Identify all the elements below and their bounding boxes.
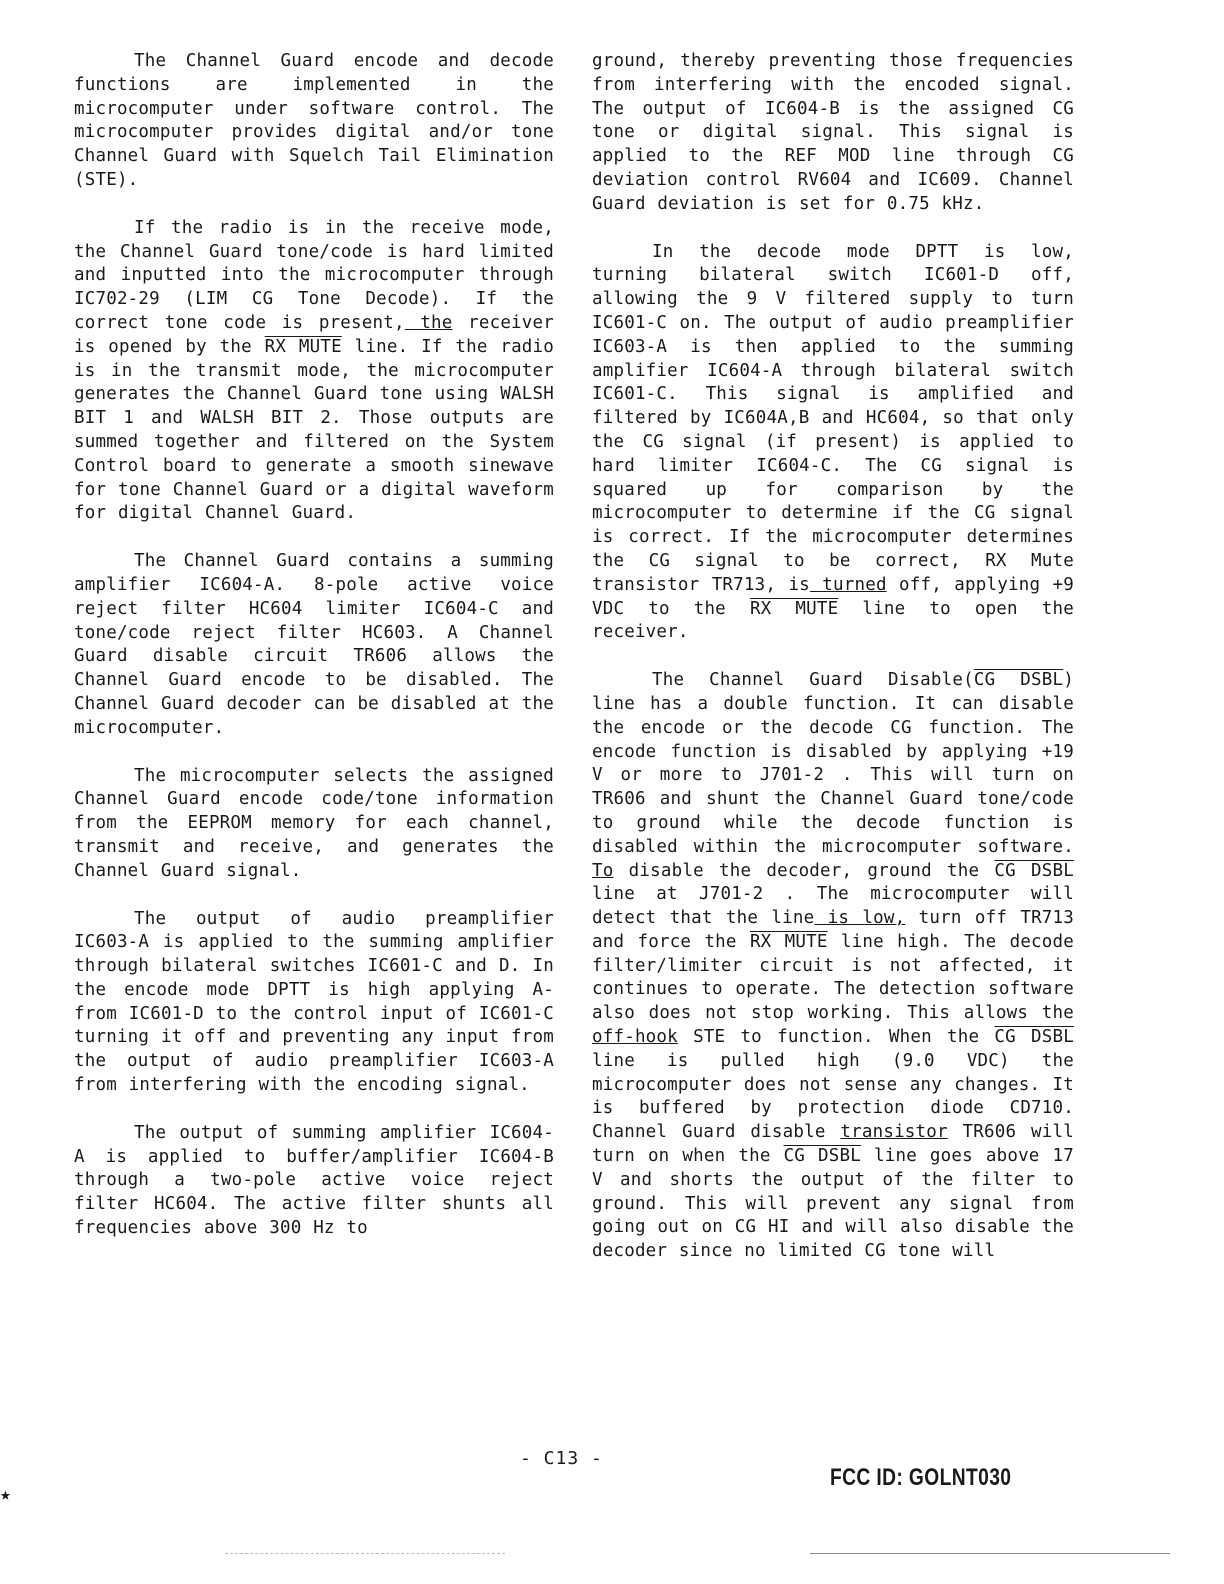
cg-disable-paragraph: The Channel Guard Disable(CG DSBL) line has a double function. It can disable the encode or the decode CG function. The encode function is disabled by applying +19 V or more to J701-2 . This will turn on TR606 and shunt the Channel Guard tone/code to ground while the decode function is disabled within the microcomputer software. To disable the decoder, ground the CG DSBL line at J701-2 . The microcomputer will detect that the line is low, turn off TR713 and force the RX MUTE line high. The decode filter/limiter circuit is not affected, it continues to operate. The detection software also does not stop working. This allows the off-hook STE to function. When the CG DSBL line is pulled high (9.0 VDC) the microcomputer does not sense any changes. It is buffered by protection diode CD710. Channel Guard disable transistor TR606 will turn on when the CG DSBL line goes above 17 V and shorts the output of the filter to ground. This will prevent any signal from going out on CG HI and will also disable the decoder since no limited CG tone will <box>592 670 1075 1262</box>
cg-dsbl-signal: CG DSBL <box>783 1146 861 1167</box>
star-mark: ★ <box>0 1484 11 1505</box>
eeprom-paragraph: The microcomputer selects the assigned Channel Guard encode code/tone information from the EEPROM memory for each channel, transmit and receive, and generates the Channel Guard signal. <box>74 765 554 881</box>
cg-dsbl-signal: CG DSBL <box>994 860 1074 881</box>
scan-artifact-line <box>225 1553 505 1554</box>
rx-mute-signal: RX MUTE <box>749 598 839 619</box>
cg-dsbl-signal: CG DSBL <box>994 1027 1074 1048</box>
right-column <box>592 50 1074 1288</box>
page-number: - C13 - <box>520 1448 603 1469</box>
rx-mute-signal: RX MUTE <box>749 931 828 952</box>
summing-amp-paragraph: The output of summing amplifier IC604-A is applied to buffer/amplifier IC604-B through a two-pole active voice reject filter HC604. The active filter shunts all frequencies above 300 Hz to <box>74 1122 554 1239</box>
left-column <box>74 50 554 1265</box>
intro-paragraph: The Channel Guard encode and decode functions are implemented in the microcomputer under software control. The microcomputer provides digital and/or tone Channel Guard with Squelch Tail Elimination (STE). <box>74 51 554 190</box>
receive-transmit-paragraph: If the radio is in the receive mode, the Channel Guard tone/code is hard limited and inputted into the microcomputer through IC702-29 (LIM CG Tone Decode). If the correct tone code is present, the receiver is opened by the RX MUTE line. If the radio is in the transmit mode, the microcomputer generates the Channel Guard tone using WALSH BIT 1 and WALSH BIT 2. Those outputs are summed together and filtered on the System Control board to generate a smooth sinewave for tone Channel Guard or a digital waveform for digital Channel Guard. <box>74 217 555 524</box>
channel-guard-contents-paragraph: The Channel Guard contains a summing amplifier IC604-A. 8-pole active voice reject filter HC604 limiter IC604-C and tone/code reject filter HC603. A Channel Guard disable circuit TR606 allows the Channel Guard encode to be disabled. The Channel Guard decoder can be disabled at the microcomputer. <box>74 551 554 738</box>
audio-preamp-paragraph: The output of audio preamplifier IC603-A is applied to the summing amplifier through bilateral switches IC601-C and D. In the encode mode DPTT is high applying A- from IC601-D to the control input of IC601-C turning it off and preventing any input from the output of audio preamplifier IC603-A from interfering with the encoding signal. <box>74 908 554 1096</box>
cg-dsbl-signal: CG DSBL <box>973 670 1064 691</box>
continuation-paragraph: ground, thereby preventing those frequencies from interfering with the encoded signal. The output of IC604-B is the assigned CG tone or digital signal. This signal is applied to the REF MOD line through CG deviation control RV604 and IC609. Channel Guard deviation is set for 0.75 kHz. <box>592 51 1074 214</box>
decode-mode-paragraph: In the decode mode DPTT is low, turning bilateral switch IC601-D off, allowing the 9 V filtered supply to turn IC601-C on. The output of audio preamplifier IC603-A is then applied to the summing amplifier IC604-A through bilateral switch IC601-C. This signal is amplified and filtered by IC604A,B and HC604, so that only the CG signal (if present) is applied to hard limiter IC604-C. The CG signal is squared up for comparison by the microcomputer to determine if the CG signal is correct. If the microcomputer determines the CG signal to be correct, RX Mute transistor TR713, is turned off, applying +9 VDC to the RX MUTE line to open the receiver. <box>592 241 1075 643</box>
scan-artifact-line <box>810 1553 1170 1554</box>
rx-mute-signal: RX MUTE <box>264 336 342 357</box>
fcc-id-label: FCC ID: GOLNT030 <box>830 1464 1012 1491</box>
